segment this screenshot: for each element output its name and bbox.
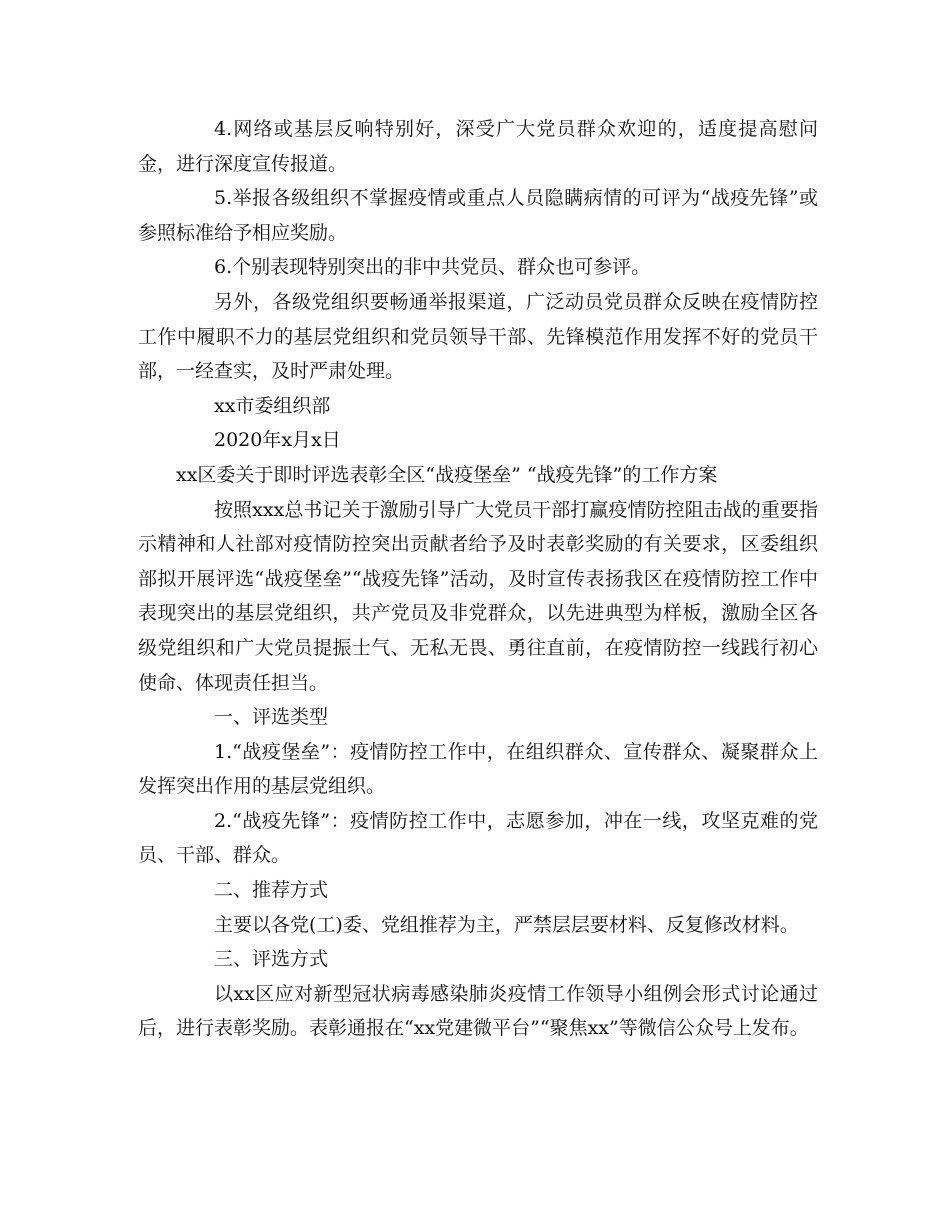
paragraph-item-5: 5.举报各级组织不掌握疫情或重点人员隐瞒病情的可评为“战疫先锋”或参照标准给予相应奖励。 (138, 187, 818, 244)
heading-selection-types: 一、评选类型 (214, 706, 329, 729)
selection-method-text: 以xx区应对新型冠状病毒感染肺炎疫情工作领导小组例会形式讨论通过后，进行表彰奖励。表彰通报在“xx党建微平台”“聚焦xx”等微信公众号上发布。 (138, 982, 818, 1040)
type-vanguard: 2.“战疫先锋”：疫情防控工作中，志愿参加，冲在一线，攻坚克难的党员、干部、群众。 (138, 809, 818, 867)
document-body (138, 112, 818, 1046)
section-title: xx区委关于即时评选表彰全区“战疫堡垒” “战疫先锋”的工作方案 (176, 463, 718, 486)
heading-selection-method: 三、评选方式 (214, 948, 329, 971)
signature-date: 2020年x月x日 (214, 429, 341, 452)
recommendation-method-text: 主要以各党(工)委、党组推荐为主，严禁层层要材料、反复修改材料。 (214, 913, 799, 936)
paragraph-additional-note: 另外，各级党组织要畅通举报渠道，广泛动员党员群众反映在疫情防控工作中履职不力的基层党组织和党员领导干部、先锋模范作用发挥不好的党员干部，一经查实，及时严肃处理。 (138, 290, 818, 383)
heading-recommendation-method: 二、推荐方式 (214, 879, 329, 902)
paragraph-item-4: 4.网络或基层反响特别好，深受广大党员群众欢迎的，适度提高慰问金，进行深度宣传报道。 (138, 118, 818, 175)
signature-organization: xx市委组织部 (214, 394, 331, 417)
type-bastion: 1.“战疫堡垒”：疫情防控工作中，在组织群众、宣传群众、凝聚群众上发挥突出作用的基层党组织。 (138, 740, 818, 798)
intro-paragraph: 按照xxx总书记关于激励引导广大党员干部打赢疫情防控阻击战的重要指示精神和人社部对疫情防控突出贡献者给予及时表彰奖励的有关要求，区委组织部拟开展评选“战疫堡垒”“战疫先锋”活动，及时宣传表扬我区在疫情防控工作中表现突出的基层党组织，共产党员及非党群众，以先进典型为样板，激励全区各级党组织和广大党员提振士气、无私无畏、勇往直前，在疫情防控一线践行初心使命、体现责任担当。 (138, 498, 818, 694)
paragraph-item-6: 6.个别表现特别突出的非中共党员、群众也可参评。 (214, 256, 651, 279)
